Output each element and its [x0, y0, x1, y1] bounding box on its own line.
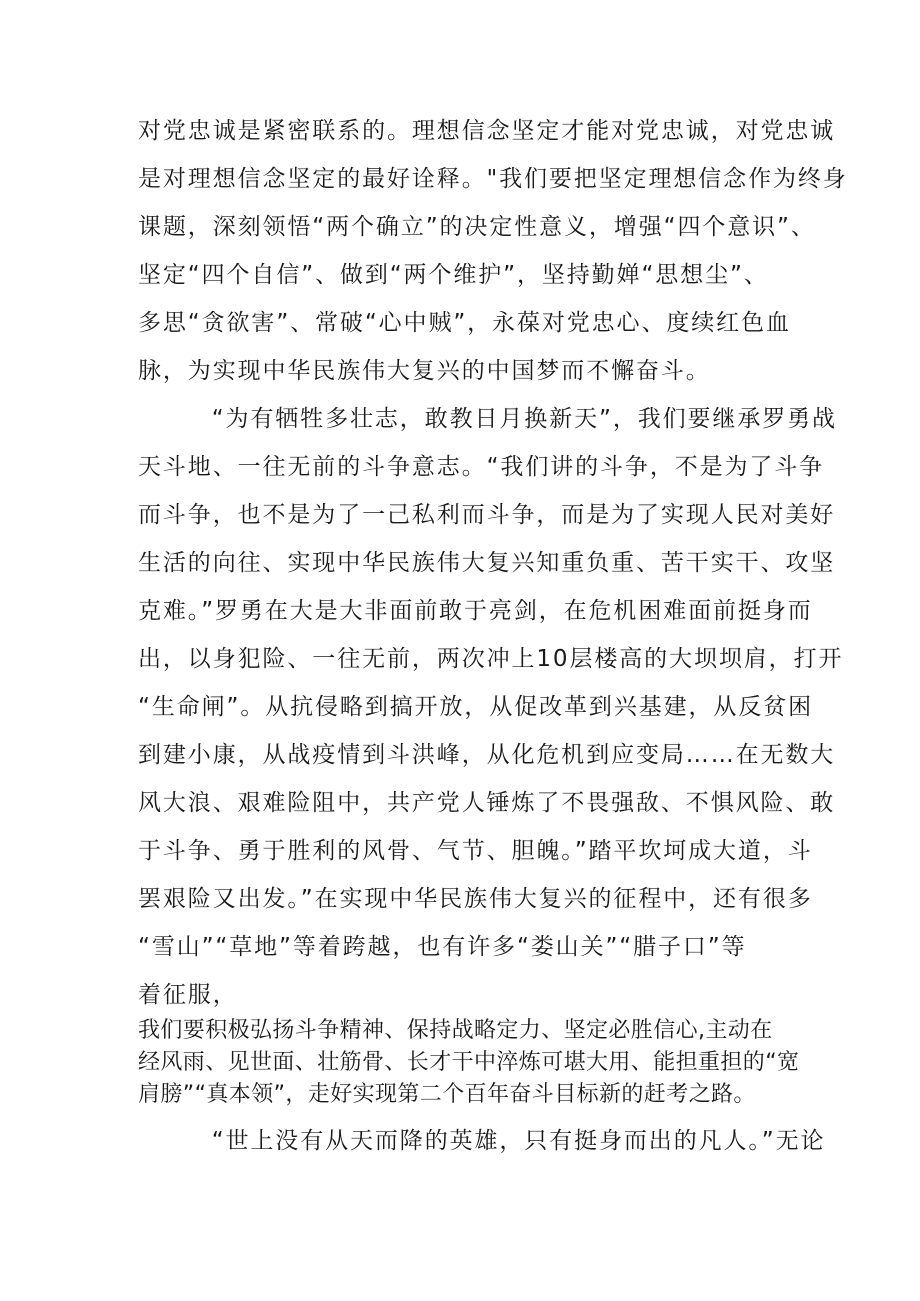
text-line: “世上没有从天而降的英雄，只有挺身而出的凡人。”无论	[138, 1128, 826, 1154]
text-line: 着征服，	[138, 982, 238, 1008]
text-line: 到建小康，从战疫情到斗洪峰，从化危机到应变局……在无数大	[138, 742, 836, 768]
text-line: 我们要积极弘扬斗争精神、保持战略定力、坚定必胜信心,主动在	[138, 1018, 773, 1043]
text-line: 罢艰险又出发。”在实现中华民族伟大复兴的征程中，还有很多	[138, 886, 813, 912]
text-line: 是对理想信念坚定的最好诠释。"我们要把坚定理想信念作为终身	[138, 166, 848, 192]
text-line: 生活的向往、实现中华民族伟大复兴知重负重、苦干实干、攻坚	[138, 550, 836, 576]
text-line: “雪山”“草地”等着跨越，也有许多“娄山关”“腊子口”等	[138, 934, 747, 960]
text-line: 克难。”罗勇在大是大非面前敢于亮剑，在危机困难面前挺身而	[138, 598, 813, 624]
text-line: 而斗争，也不是为了一己私利而斗争，而是为了实现人民对美好	[138, 502, 836, 528]
text-line: 对党忠诚是紧密联系的。理想信念坚定才能对党忠诚，对党忠诚	[138, 118, 836, 144]
text-line: 天斗地、一往无前的斗争意志。“我们讲的斗争，不是为了斗争	[138, 454, 825, 480]
text-line: “为有牺牲多壮志，敢教日月换新天”，我们要继承罗勇战	[138, 406, 837, 432]
text-line: 于斗争、勇于胜利的风骨、气节、胆魄。”踏平坎坷成大道，斗	[138, 838, 813, 864]
text-line: 课题，深刻领悟“两个确立”的决定性意义，增强“四个意识”、	[138, 214, 816, 240]
text-line: 坚定“四个自信”、做到“两个维护”，坚持勤婵“思想尘”、	[138, 262, 769, 288]
text-line: “生命闸”。从抗侵略到搞开放，从促改革到兴基建，从反贫困	[138, 694, 814, 720]
text-line: 经风雨、见世面、壮筋骨、长才干中淬炼可堪大用、能担重担的“宽	[138, 1050, 800, 1075]
text-line: 脉，为实现中华民族伟大复兴的中国梦而不懈奋斗。	[138, 358, 711, 384]
text-line: 风大浪、艰难险阻中，共产党人锤炼了不畏强敌、不惧风险、敢	[138, 790, 836, 816]
text-line: 多思“贪欲害”、常破“心中贼”，永葆对党忠心、度续红色血	[138, 310, 791, 336]
text-line: 出，以身犯险、一往无前，两次冲上10层楼高的大坝坝肩，打开	[138, 646, 844, 672]
text-line: 肩膀”“真本领”，走好实现第二个百年奋斗目标新的赶考之路。	[138, 1082, 756, 1107]
